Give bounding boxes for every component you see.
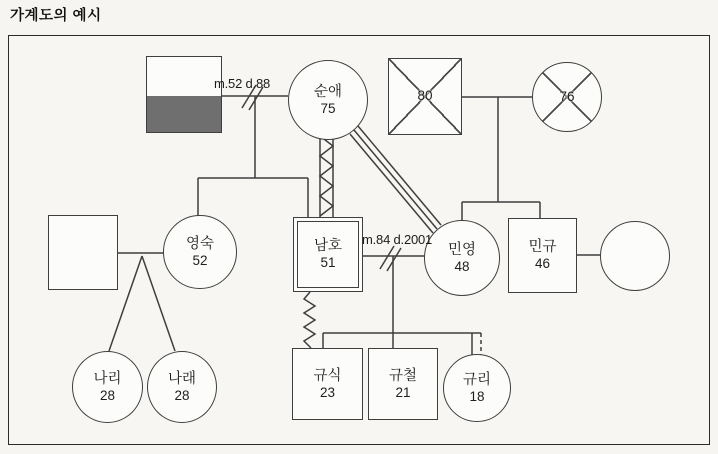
person-age: 21 — [395, 384, 411, 400]
person-age: 48 — [454, 258, 470, 274]
person-age: 51 — [320, 255, 336, 271]
person-name: 규식 — [313, 367, 342, 384]
person-age: 52 — [192, 252, 208, 268]
marriage-label-first: m.52 d.88 — [214, 76, 271, 91]
person-name: 규철 — [388, 367, 417, 384]
marriage-line-yeongsuk — [109, 253, 175, 351]
person-age: 80 — [417, 88, 433, 104]
person-name: 나리 — [93, 370, 122, 387]
person-gyusik — [292, 348, 363, 420]
person-name: 순애 — [313, 83, 342, 100]
person-mingyu — [508, 218, 577, 293]
person-age: 23 — [319, 384, 336, 400]
page-title: 가계도의 예시 — [10, 8, 102, 24]
conflict-zigzag-line — [304, 292, 315, 348]
person-age: 46 — [534, 256, 551, 272]
person-age: 75 — [320, 100, 336, 116]
person-age: 76 — [559, 88, 575, 104]
person-grandfather — [388, 58, 462, 135]
person-minyeong — [424, 220, 500, 296]
person-yeongsuk-husband — [48, 215, 118, 290]
person-age: 18 — [469, 388, 485, 404]
person-gyuri — [443, 354, 511, 422]
person-name: 영숙 — [185, 235, 214, 252]
person-name: 남호 — [313, 238, 342, 254]
person-mingyu-wife — [600, 221, 670, 291]
person-age: 28 — [174, 387, 190, 403]
person-grandmother — [532, 62, 602, 132]
person-name: 민영 — [447, 241, 476, 258]
person-name: 나래 — [167, 370, 196, 387]
marriage-line-grandparents — [462, 97, 540, 221]
fused-triple-line — [350, 126, 441, 233]
person-narae — [147, 351, 217, 423]
person-first-husband — [146, 56, 222, 133]
person-name: 규리 — [462, 371, 491, 388]
marriage-label-second: m.84 d.2001 — [362, 232, 433, 247]
fused-conflictual-line — [320, 132, 333, 217]
person-gyucheol — [368, 348, 438, 420]
index-person-inner-border — [297, 221, 359, 288]
person-age: 28 — [99, 387, 116, 403]
person-nari — [72, 351, 143, 423]
person-sunae — [288, 60, 368, 140]
person-name: 민규 — [528, 239, 557, 255]
person-yeongsuk — [163, 215, 237, 289]
person-namho-index-patient — [293, 217, 363, 292]
